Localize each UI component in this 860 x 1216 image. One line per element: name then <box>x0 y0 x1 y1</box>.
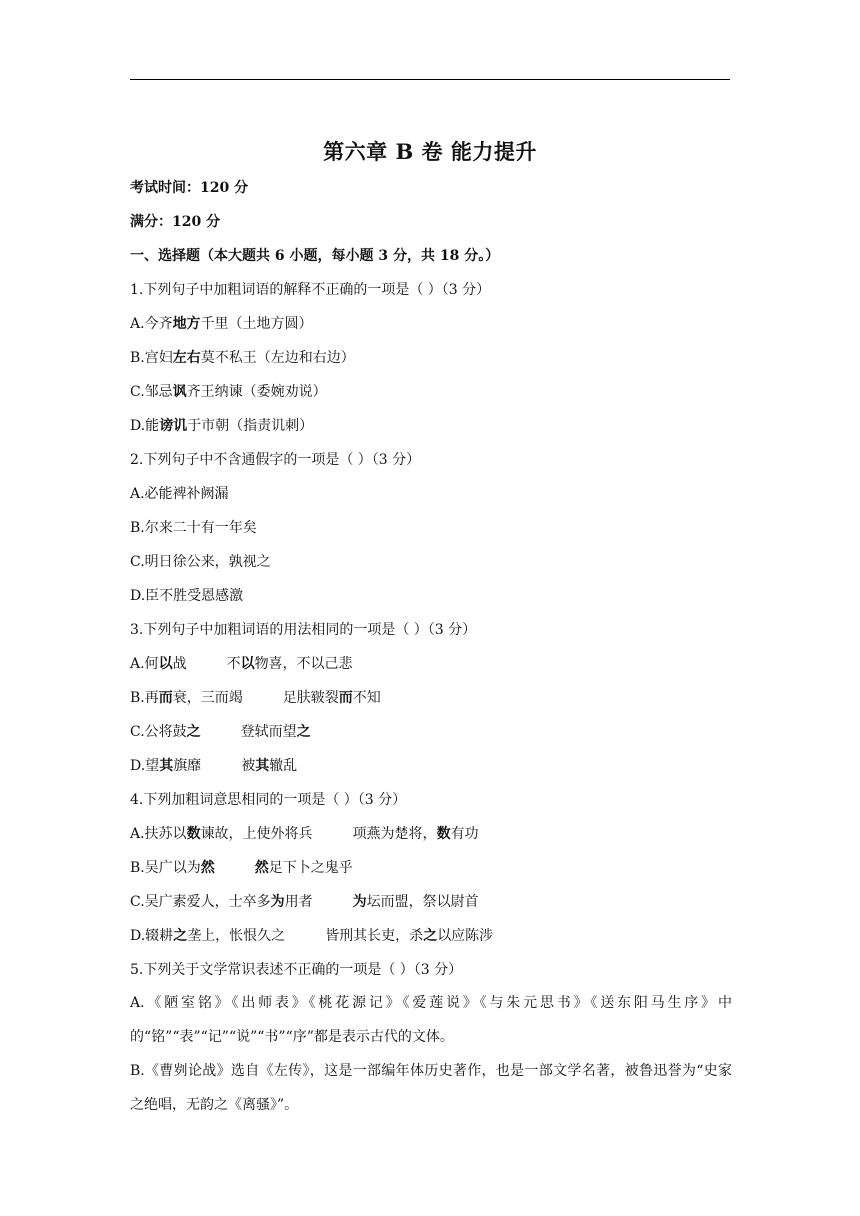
q3-option-a: A.何以战 不以物喜，不以己悲 <box>130 656 353 672</box>
section1-heading: 一、选择题（本大题共 6 小题，每小题 3 分，共 18 分。） <box>130 248 500 264</box>
q4-option-b: B.吴广以为然 然足下卜之鬼乎 <box>130 860 353 876</box>
q1-option-a: A.今齐地方千里（土地方圆） <box>130 316 313 332</box>
q2-stem: 2.下列句子中不含通假字的一项是（ ）（3 分） <box>130 452 421 468</box>
header-rule <box>130 79 730 80</box>
exam-time: 考试时间：120 分 <box>130 180 249 196</box>
q3-option-d: D.望其旗靡 被其辙乱 <box>130 758 298 774</box>
q1-stem: 1.下列句子中加粗词语的解释不正确的一项是（ ）（3 分） <box>130 282 491 298</box>
q4-stem: 4.下列加粗词意思相同的一项是（ ）（3 分） <box>130 792 407 808</box>
q3-option-c: C.公将鼓之 登轼而望之 <box>130 724 311 740</box>
q5-option-b: B.《曹刿论战》选自《左传》，这是一部编年体历史著作，也是一部文学名著，被鲁迅誉为“史家之绝唱，无韵之《离骚》”。 <box>130 1063 732 1113</box>
page-title: 第六章 B 卷 能力提升 <box>323 139 537 164</box>
q4-option-d: D.辍耕之垄上，怅恨久之 皆刑其长吏，杀之以应陈涉 <box>130 928 494 944</box>
q4-option-c: C.吴广素爱人，士卒多为用者 为坛而盟，祭以尉首 <box>130 894 479 910</box>
q2-option-b: B.尔来二十有一年矣 <box>130 520 257 536</box>
q3-option-b: B.再而衰，三而竭 足肤皲裂而不知 <box>130 690 381 706</box>
q2-option-d: D.臣不胜受恩感激 <box>130 588 244 604</box>
q2-option-c: C.明日徐公来，孰视之 <box>130 554 271 570</box>
q1-option-d: D.能谤讥于市朝（指责讥刺） <box>130 418 314 434</box>
q3-stem: 3.下列句子中加粗词语的用法相同的一项是（ ）（3 分） <box>130 622 477 638</box>
q1-option-c: C.邹忌讽齐王纳谏（委婉劝说） <box>130 384 327 400</box>
q2-option-a: A.必能裨补阙漏 <box>130 486 229 502</box>
q5-stem: 5.下列关于文学常识表述不正确的一项是（ ）（3 分） <box>130 962 463 978</box>
q5-option-a: A.《陋室铭》《出师表》《桃花源记》《爱莲说》《与朱元思书》《送东阳马生序》中的“铭”“表”“记”“说”“书”“序”都是表示古代的文体。 <box>130 995 732 1045</box>
full-score: 满分：120 分 <box>130 214 221 230</box>
q1-option-b: B.宫妇左右莫不私王（左边和右边） <box>130 350 355 366</box>
q4-option-a: A.扶苏以数谏故，上使外将兵 项燕为楚将，数有功 <box>130 826 479 842</box>
